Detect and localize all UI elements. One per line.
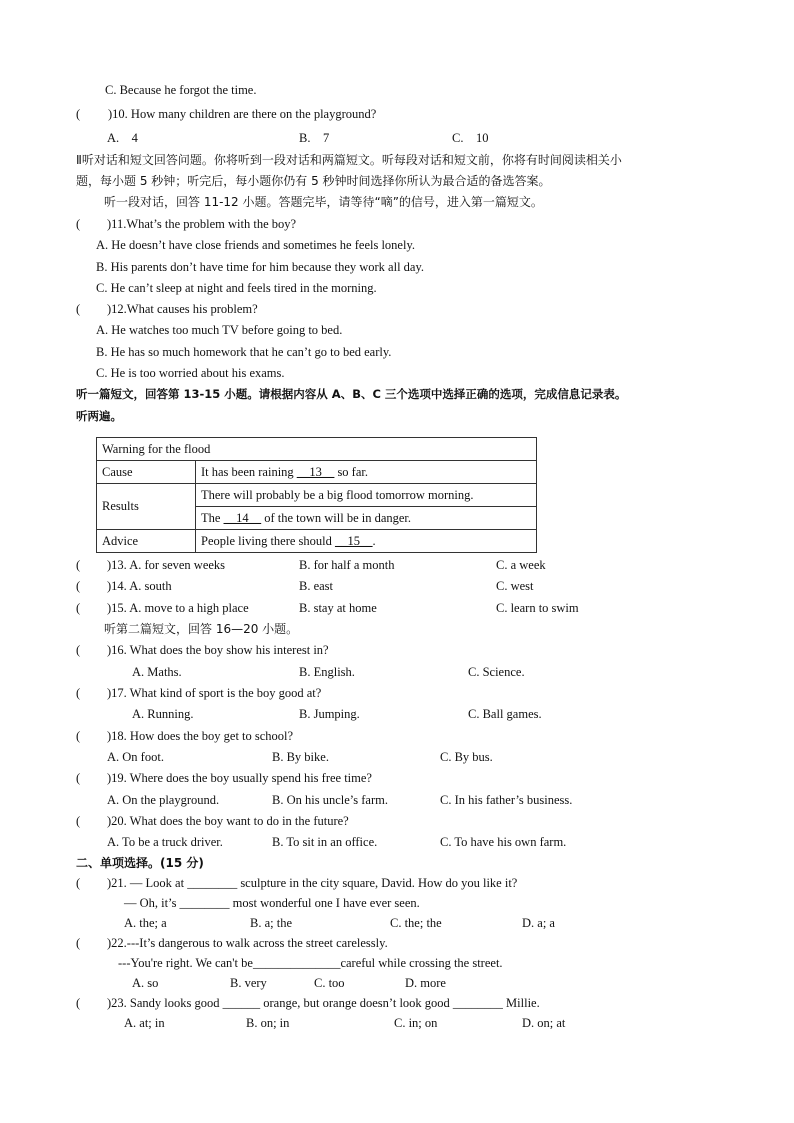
- section2-instructions-1: Ⅱ听对话和短文回答问题。你将听到一段对话和两篇短文。听每段对话和短文前，你将有时间阅读相关小: [76, 153, 622, 167]
- q22-option-c: C. too: [314, 976, 345, 990]
- table-header: Warning for the flood: [97, 438, 537, 461]
- q19-option-c: C. In his father’s business.: [440, 793, 573, 807]
- results-label: Results: [97, 484, 196, 530]
- blank-14: __14__: [223, 510, 262, 525]
- results-cell-1: There will probably be a big flood tomorrow morning.: [196, 484, 537, 507]
- q14-option-b: B. east: [299, 579, 334, 593]
- q21-stem-line2: — Oh, it’s ________ most wonderful one I have ever seen.: [124, 896, 420, 910]
- q17-option-b: B. Jumping.: [299, 707, 360, 721]
- q18-option-a: A. On foot.: [107, 750, 164, 764]
- q13-option-c: C. a week: [496, 558, 546, 572]
- q19-paren: (: [76, 771, 81, 785]
- q12-stem: )12.What causes his problem?: [107, 302, 258, 316]
- q13-paren: (: [76, 558, 81, 572]
- q12-option-c: C. He is too worried about his exams.: [96, 366, 285, 380]
- q21-option-c: C. the; the: [390, 916, 442, 930]
- q20-paren: (: [76, 814, 81, 828]
- q20-option-b: B. To sit in an office.: [272, 835, 378, 849]
- advice-label: Advice: [97, 530, 196, 553]
- q15-paren: (: [76, 601, 81, 615]
- advice-text-pre: People living there should: [201, 533, 336, 548]
- results-cell-2: [196, 507, 537, 530]
- q18-option-c: C. By bus.: [440, 750, 493, 764]
- q10-option-a: A. 4: [107, 131, 138, 145]
- results-text-post: of the town will be in danger.: [261, 510, 412, 525]
- q11-option-c: C. He can’t sleep at night and feels tired in the morning.: [96, 281, 377, 295]
- q23-option-a: A. at; in: [124, 1016, 165, 1030]
- cause-text-pre: It has been raining: [201, 464, 297, 479]
- flood-warning-table: [96, 437, 537, 553]
- q10-option-c: C. 10: [452, 131, 489, 145]
- q14-option-c: C. west: [496, 579, 534, 593]
- q23-option-d: D. on; at: [522, 1016, 566, 1030]
- results-text-pre: The: [201, 510, 224, 525]
- advice-cell: [196, 530, 537, 553]
- q16-stem: )16. What does the boy show his interest in?: [107, 643, 329, 657]
- q22-option-a: A. so: [132, 976, 159, 990]
- q12-option-a: A. He watches too much TV before going to bed.: [96, 323, 343, 337]
- q9-option-c: C. Because he forgot the time.: [105, 83, 257, 97]
- q21-option-b: B. a; the: [250, 916, 293, 930]
- q15-option-b: B. stay at home: [299, 601, 377, 615]
- table-row: [97, 461, 537, 484]
- q23-paren: (: [76, 996, 81, 1010]
- q14-option-a: )14. A. south: [107, 579, 172, 593]
- q15-option-c: C. learn to swim: [496, 601, 579, 615]
- cause-text-post: so far.: [334, 464, 368, 479]
- q11-option-b: B. His parents don’t have time for him because they work all day.: [96, 260, 425, 274]
- q17-option-a: A. Running.: [132, 707, 194, 721]
- table-row: [97, 438, 537, 461]
- q21-option-a: A. the; a: [124, 916, 167, 930]
- q10-paren: (: [76, 107, 81, 121]
- q21-option-d: D. a; a: [522, 916, 555, 930]
- q22-option-d: D. more: [405, 976, 446, 990]
- q10-stem: )10. How many children are there on the playground?: [108, 107, 377, 121]
- q15-option-a: )15. A. move to a high place: [107, 601, 249, 615]
- table-row: [97, 530, 537, 553]
- q18-option-b: B. By bike.: [272, 750, 329, 764]
- q12-paren: (: [76, 302, 81, 316]
- advice-text-post: .: [372, 533, 376, 548]
- q23-option-c: C. in; on: [394, 1016, 438, 1030]
- section2-instructions-2: 题，每小题 5 秒钟；听完后，每小题你仍有 5 秒钟时间选择你所认为最合适的备选答案。: [76, 174, 551, 188]
- q22-stem-line2: ---You're right. We can't be______________careful while crossing the street.: [118, 956, 503, 970]
- section3-title: 二、单项选择。(15 分): [76, 856, 204, 870]
- q18-paren: (: [76, 729, 81, 743]
- q22-stem: )22.---It’s dangerous to walk across the street carelessly.: [107, 936, 388, 950]
- q14-paren: (: [76, 579, 81, 593]
- q16-option-a: A. Maths.: [132, 665, 182, 679]
- q22-paren: (: [76, 936, 81, 950]
- passage1-instructions-1: 听一篇短文，回答第 13-15 小题。请根据内容从 A、B、C 三个选项中选择正确的选项，完成信息记录表。: [76, 387, 627, 401]
- q16-option-c: C. Science.: [468, 665, 525, 679]
- q17-paren: (: [76, 686, 81, 700]
- q21-paren: (: [76, 876, 81, 890]
- blank-13: __13__: [296, 464, 335, 479]
- q11-stem: )11.What’s the problem with the boy?: [107, 217, 297, 231]
- q20-option-c: C. To have his own farm.: [440, 835, 567, 849]
- q19-option-a: A. On the playground.: [107, 793, 220, 807]
- q16-paren: (: [76, 643, 81, 657]
- q23-stem: )23. Sandy looks good ______ orange, but orange doesn’t look good ________ Millie.: [107, 996, 540, 1010]
- blank-15: __15__: [335, 533, 373, 548]
- q17-stem: )17. What kind of sport is the boy good at?: [107, 686, 322, 700]
- q20-stem: )20. What does the boy want to do in the future?: [107, 814, 349, 828]
- q23-option-b: B. on; in: [246, 1016, 290, 1030]
- cause-cell: [196, 461, 537, 484]
- q13-option-a: )13. A. for seven weeks: [107, 558, 226, 572]
- cause-label: Cause: [97, 461, 196, 484]
- q21-stem: )21. — Look at ________ sculpture in the city square, David. How do you like it?: [107, 876, 518, 890]
- q19-option-b: B. On his uncle’s farm.: [272, 793, 388, 807]
- q16-option-b: B. English.: [299, 665, 355, 679]
- q12-option-b: B. He has so much homework that he can’t go to bed early.: [96, 345, 392, 359]
- q18-stem: )18. How does the boy get to school?: [107, 729, 294, 743]
- section2-instructions-3: 听一段对话，回答 11-12 小题。答题完毕，请等待“嘀”的信号，进入第一篇短文。: [104, 195, 543, 209]
- q11-option-a: A. He doesn’t have close friends and sometimes he feels lonely.: [96, 238, 416, 252]
- q11-paren: (: [76, 217, 81, 231]
- q20-option-a: A. To be a truck driver.: [107, 835, 223, 849]
- q19-stem: )19. Where does the boy usually spend his free time?: [107, 771, 372, 785]
- q10-option-b: B. 7: [299, 131, 330, 145]
- table-row: [97, 484, 537, 507]
- q17-option-c: C. Ball games.: [468, 707, 542, 721]
- passage1-instructions-2: 听两遍。: [76, 409, 122, 423]
- q22-option-b: B. very: [230, 976, 267, 990]
- q13-option-b: B. for half a month: [299, 558, 395, 572]
- passage2-instructions: 听第二篇短文，回答 16—20 小题。: [104, 622, 299, 636]
